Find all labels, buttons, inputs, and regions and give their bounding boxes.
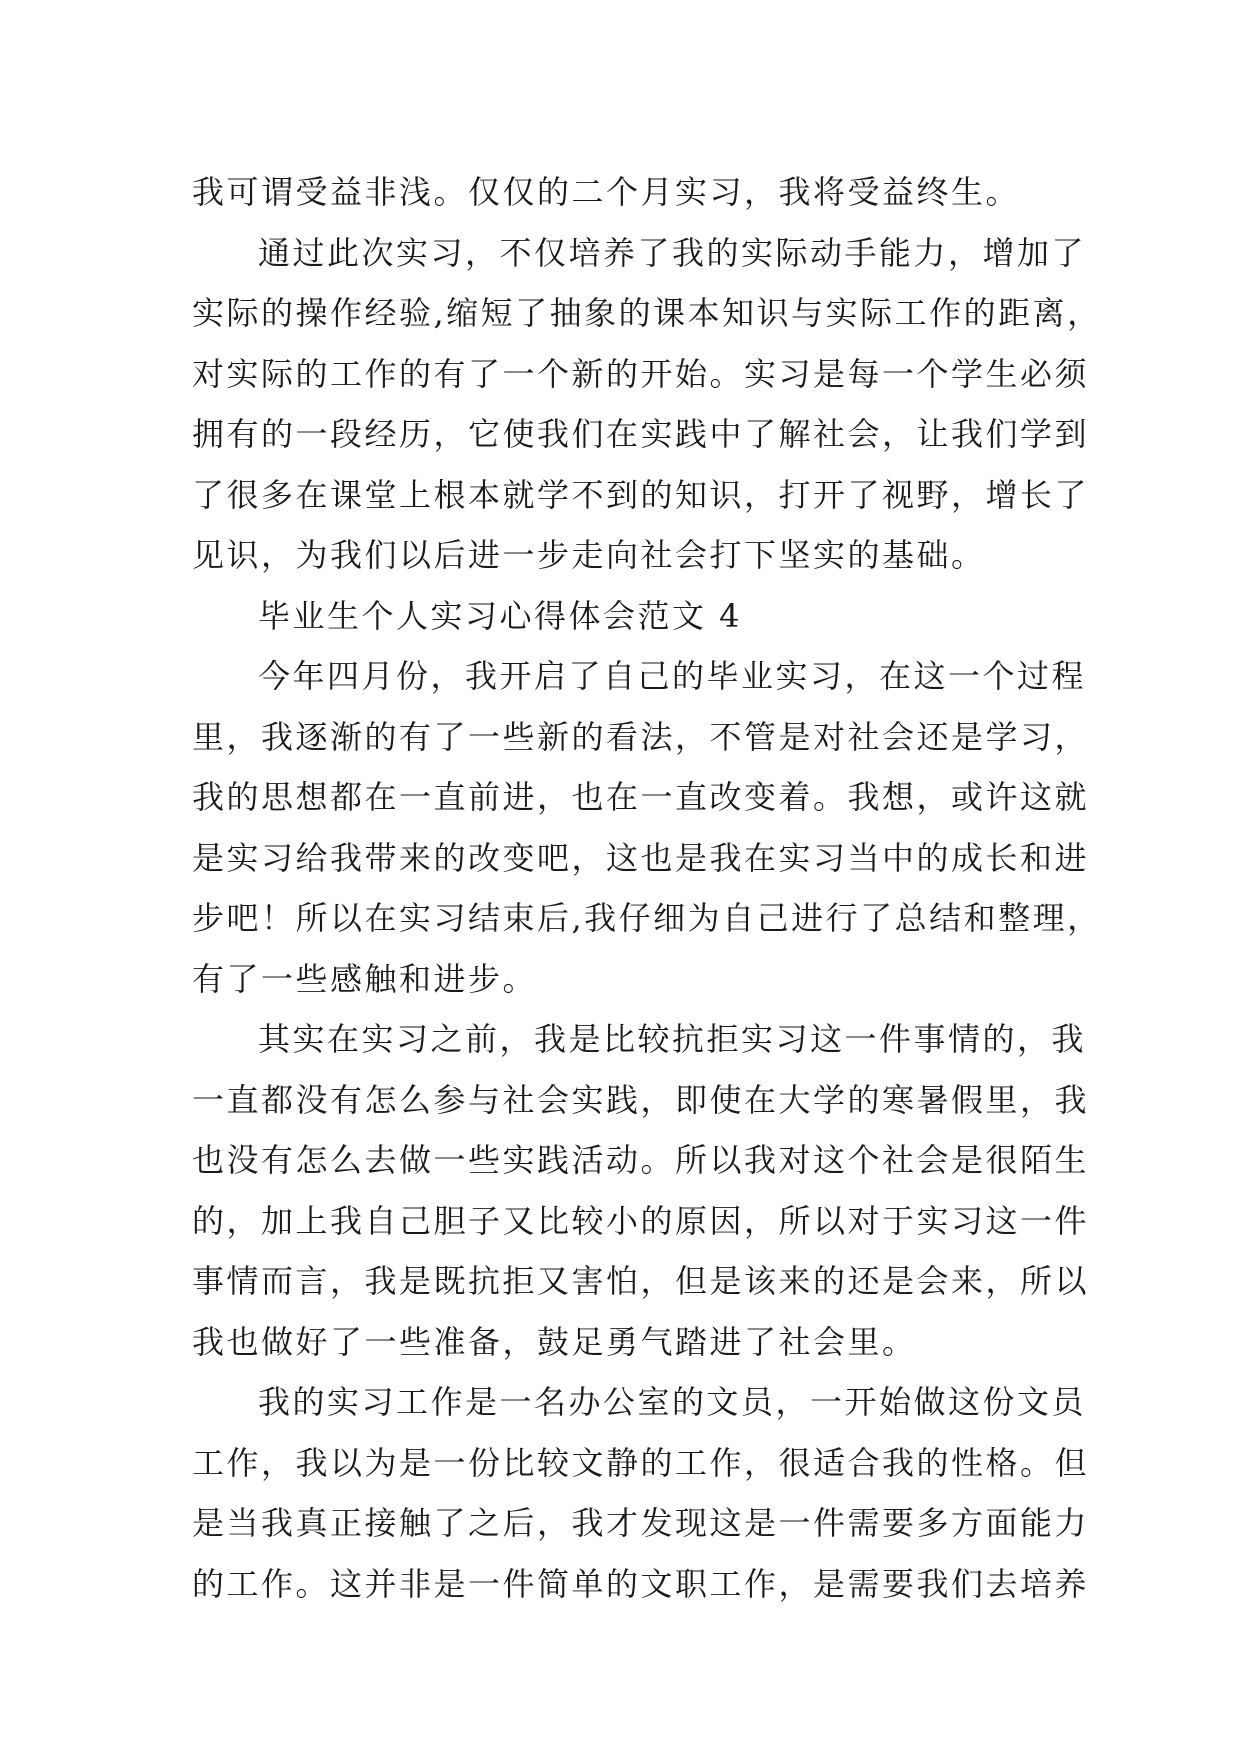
section-heading: 毕业生个人实习心得体会范文 4 [258,596,743,635]
text-line: 实际的操作经验,缩短了抽象的课本知识与实际工作的距离， [192,294,1102,332]
document-body [192,162,1102,1614]
text-line: 是实习给我带来的改变吧，这也是我在实习当中的成长和进 [192,838,1090,877]
text-line: 也没有怎么去做一些实践活动。所以我对这个社会是很陌生 [192,1141,1090,1179]
text-line: 步吧！所以在实习结束后,我仔细为自己进行了总结和整理， [192,899,1102,937]
text-line: 其实在实习之前，我是比较抗拒实习这一件事情的，我 [258,1020,1087,1058]
text-line: 的工作。这并非是一件简单的文职工作，是需要我们去培养 [192,1564,1090,1603]
text-line: 事情而言，我是既抗拒又害怕，但是该来的还是会来，所以 [192,1262,1090,1300]
text-line: 见识，为我们以后进一步走向社会打下坚实的基础。 [192,536,986,574]
text-line: 的，加上我自己胆子又比较小的原因，所以对于实习这一件 [192,1201,1090,1240]
text-line: 我可谓受益非浅。仅仅的二个月实习，我将受益终生。 [192,173,1021,211]
text-line: 一直都没有怎么参与社会实践，即使在大学的寒暑假里，我 [192,1080,1090,1119]
text-line: 里，我逐渐的有了一些新的看法，不管是对社会还是学习， [192,717,1090,756]
text-line: 今年四月份，我开启了自己的毕业实习，在这一个过程 [258,657,1087,695]
text-line: 工作，我以为是一份比较文静的工作，很适合我的性格。但 [192,1443,1090,1482]
text-line: 拥有的一段经历，它使我们在实践中了解社会，让我们学到 [192,415,1090,453]
text-line: 我也做好了一些准备，鼓足勇气踏进了社会里。 [192,1322,917,1361]
text-line: 是当我真正接触了之后，我才发现这是一件需要多方面能力 [192,1504,1090,1542]
text-line: 通过此次实习，不仅培养了我的实际动手能力，增加了 [258,233,1087,272]
text-line: 对实际的工作的有了一个新的开始。实习是每一个学生必须 [192,354,1090,393]
text-line: 有了一些感触和进步。 [192,959,538,998]
text-line: 了很多在课堂上根本就学不到的知识，打开了视野，增长了 [192,475,1090,514]
text-line: 我的思想都在一直前进，也在一直改变着。我想，或许这就 [192,778,1090,816]
text-line: 我的实习工作是一名办公室的文员，一开始做这份文员 [258,1383,1087,1421]
